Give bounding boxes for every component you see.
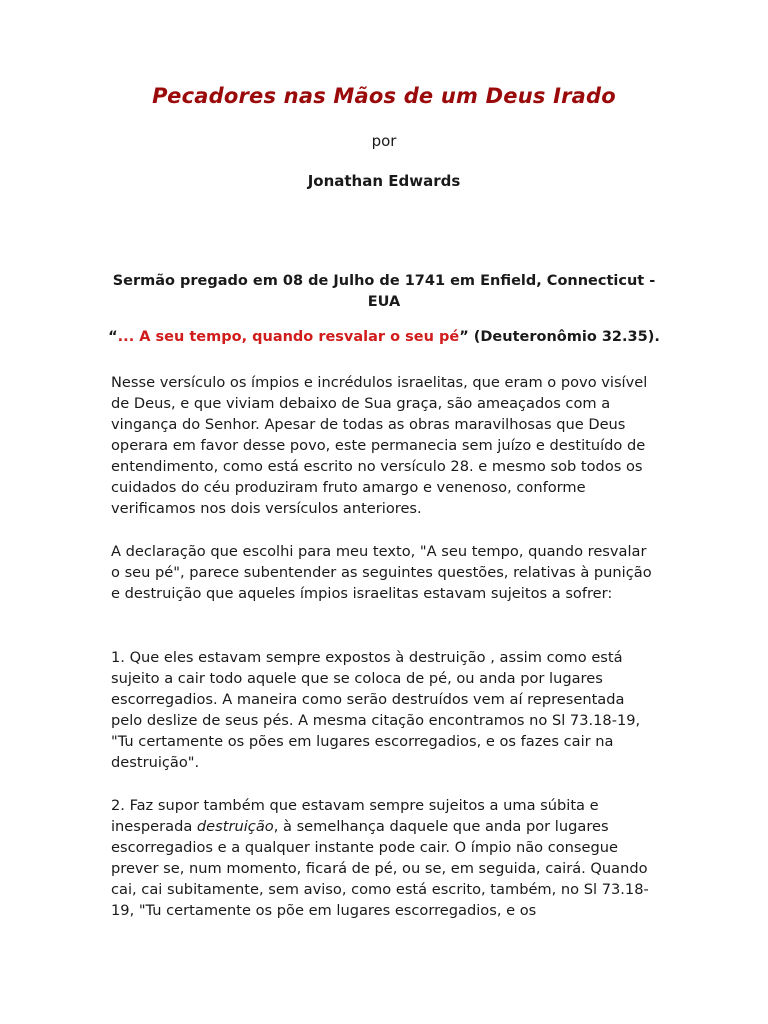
epigraph-close-quote: ” <box>459 329 469 345</box>
author-name: Jonathan Edwards <box>307 172 461 190</box>
paragraph-point-2-end: , à semelhança daquele que anda por lugares escorregadios e a qualquer instante pode cair. O ímpio não consegue prever se, num momento, ficará de pé, ou se, em seguida, cairá. Quando cai, cai subitamente, sem aviso, como está escrito, também, no Sl 73.18-19, "Tu certamente os põe em lugares escorregadios, e os <box>111 818 649 919</box>
epigraph-reference: (Deuteronômio 32.35). <box>468 329 660 345</box>
by-label: por <box>371 132 397 150</box>
epigraph-quote: ... A seu tempo, quando resvalar o seu pé <box>117 329 460 345</box>
paragraph-declaration: A declaração que escolhi para meu texto, "A seu tempo, quando resvalar o seu pé", parece subentender as seguintes questões, relativas à punição e destruição que aqueles ímpios israelitas estavam sujeitos a sofrer: <box>111 543 652 602</box>
paragraph-point-1: 1. Que eles estavam sempre expostos à destruição , assim como está sujeito a cair todo aquele que se coloca de pé, ou anda por lugares escorregadios. A maneira como serão destruídos vem aí representada pelo deslize de seus pés. A mesma citação encontramos no Sl 73.18-19, "Tu certamente os pões em lugares escorregadios, e os fazes cair na destruição". <box>111 649 641 771</box>
paragraph-point-2 <box>111 795 657 921</box>
epigraph-open-quote: “ <box>108 329 118 345</box>
document-title: Pecadores nas Mãos de um Deus Irado <box>152 84 616 108</box>
paragraph-intro: Nesse versículo os ímpios e incrédulos israelitas, que eram o povo visível de Deus, e que viviam debaixo de Sua graça, são ameaçados com a vingança do Senhor. Apesar de todas as obras maravilhosas que Deus operara em favor desse povo, este permanecia sem juízo e destituído de entendimento, como está escrito no versículo 28. e mesmo sob todos os cuidados do céu produziram fruto amargo e venenoso, conforme verificamos nos dois versículos anteriores. <box>111 374 648 517</box>
paragraph-point-2-start: 2. Faz supor também que estavam sempre sujeitos a uma súbita e inesperada <box>111 797 599 835</box>
sermon-subtitle: Sermão pregado em 08 de Julho de 1741 em Enfield, Connecticut - EUA <box>112 273 656 310</box>
epigraph <box>0 329 768 345</box>
paragraph-point-2-emphasis: destruição <box>196 818 274 835</box>
